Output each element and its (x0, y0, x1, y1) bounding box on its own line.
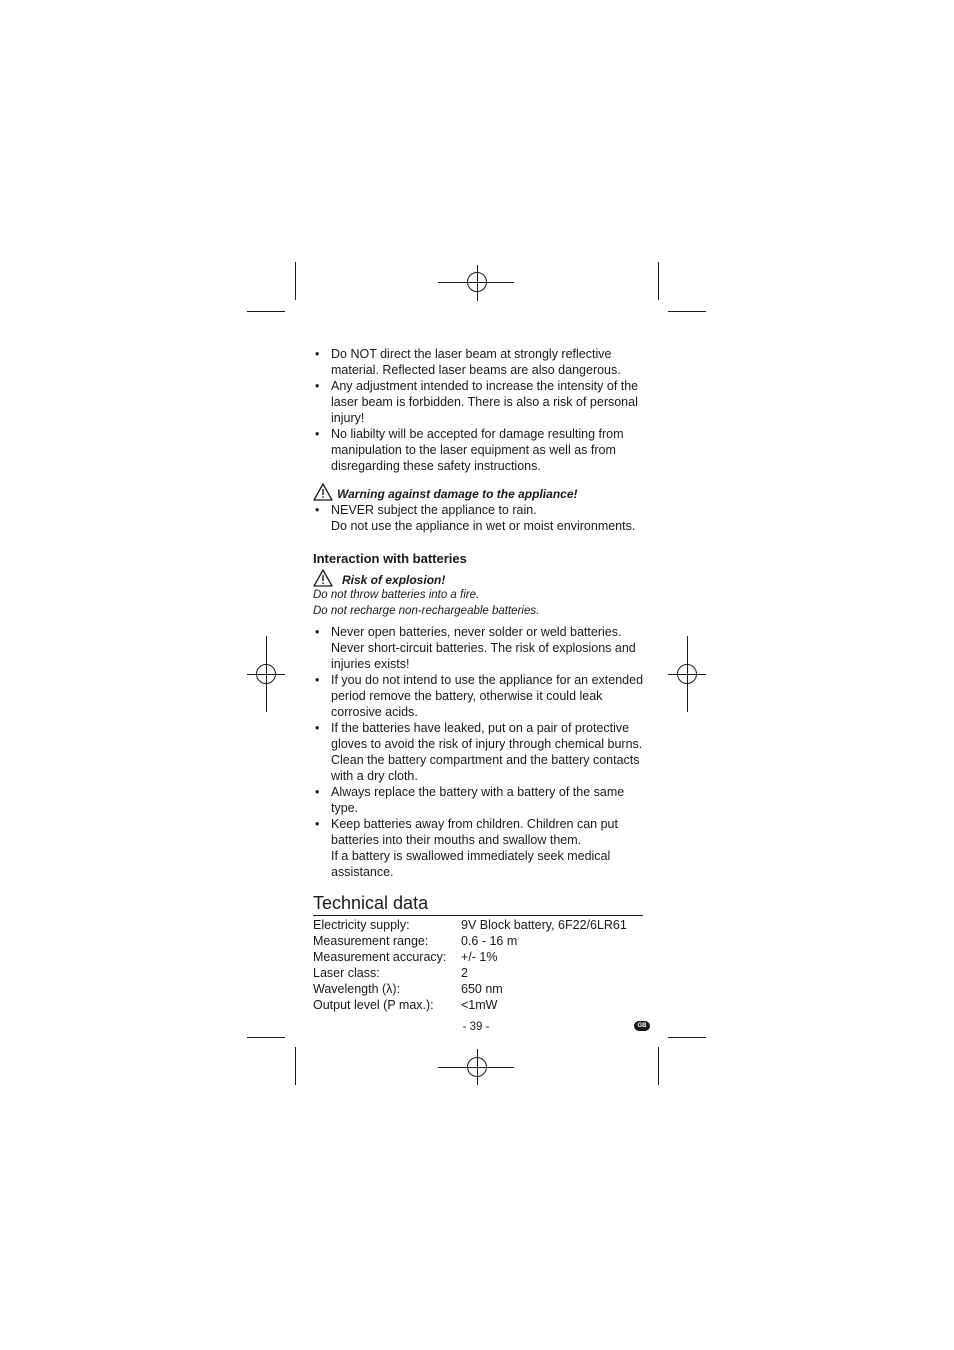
spec-label: Measurement accuracy: (313, 950, 447, 964)
spec-value: <1mW (461, 998, 498, 1012)
registration-mark (467, 1057, 487, 1077)
crop-mark (247, 311, 285, 312)
registration-mark (467, 272, 487, 292)
appliance-warning-list (313, 502, 643, 534)
table-row (313, 933, 627, 949)
language-badge: GB (634, 1021, 650, 1031)
list-item: • If the batteries have leaked, put on a pair of protective gloves to avoid the risk of injury through chemical burns. Clean the battery compartment and the battery contacts with a dry cloth. (313, 720, 643, 784)
table-row (313, 917, 627, 933)
warning-triangle-icon (313, 483, 333, 501)
italic-note: Do not throw batteries into a fire. (313, 589, 480, 601)
registration-mark (677, 664, 697, 684)
table-row (313, 949, 627, 965)
crop-mark (658, 1047, 659, 1085)
spec-label: Measurement range: (313, 934, 429, 948)
crop-mark (295, 262, 296, 300)
list-item: • If you do not intend to use the appliance for an extended period remove the battery, otherwise it could leak corrosive acids. (313, 672, 643, 720)
table-row (313, 965, 627, 981)
registration-mark (256, 664, 276, 684)
technical-data-heading: Technical data (313, 892, 643, 916)
manual-page (313, 346, 643, 1013)
appliance-warning-header (313, 483, 643, 501)
battery-bullet-list (313, 624, 643, 880)
batteries-heading: Interaction with batteries (313, 551, 467, 566)
spec-value: 650 nm (461, 982, 503, 996)
table-row (313, 981, 627, 997)
italic-note: Do not recharge non-rechargeable batteries. (313, 605, 540, 617)
spec-label: Output level (P max.): (313, 998, 434, 1012)
intro-bullet-list (313, 346, 643, 474)
list-item: • Do NOT direct the laser beam at strongly reflective material. Reflected laser beams are also dangerous. (313, 346, 643, 378)
explosion-warning-title: Risk of explosion! (342, 573, 446, 587)
spec-label: Wavelength (λ): (313, 982, 401, 996)
table-row (313, 997, 627, 1013)
crop-mark (668, 311, 706, 312)
crop-mark (668, 1037, 706, 1038)
list-item: • No liabilty will be accepted for damage resulting from manipulation to the laser equipment as well as from disregarding these safety instructions. (313, 426, 643, 474)
warning-triangle-icon (313, 569, 333, 587)
spec-value: 2 (461, 966, 468, 980)
crop-mark (247, 1037, 285, 1038)
technical-data-table (313, 917, 627, 1013)
crop-mark (295, 1047, 296, 1085)
page-number: - 39 - (462, 1021, 490, 1033)
list-item: • Never open batteries, never solder or weld batteries. Never short-circuit batteries. The risk of explosions and injuries exists! (313, 624, 643, 672)
list-item: • Any adjustment intended to increase the intensity of the laser beam is forbidden. There is also a risk of personal injury! (313, 378, 643, 426)
appliance-warning-title: Warning against damage to the appliance! (337, 487, 578, 501)
spec-label: Laser class: (313, 966, 380, 980)
list-item: • Always replace the battery with a battery of the same type. (313, 784, 643, 816)
explosion-warning-header (313, 569, 643, 587)
spec-label: Electricity supply: (313, 918, 410, 932)
crop-mark (658, 262, 659, 300)
list-item: • Keep batteries away from children. Children can put batteries into their mouths and swallow them. If a battery is swallowed immediately seek medical assistance. (313, 816, 643, 880)
spec-value: +/- 1% (461, 950, 498, 964)
spec-value: 0.6 - 16 m (461, 934, 518, 948)
list-item: • NEVER subject the appliance to rain. Do not use the appliance in wet or moist environments. (313, 502, 643, 534)
spec-value: 9V Block battery, 6F22/6LR61 (461, 918, 627, 932)
